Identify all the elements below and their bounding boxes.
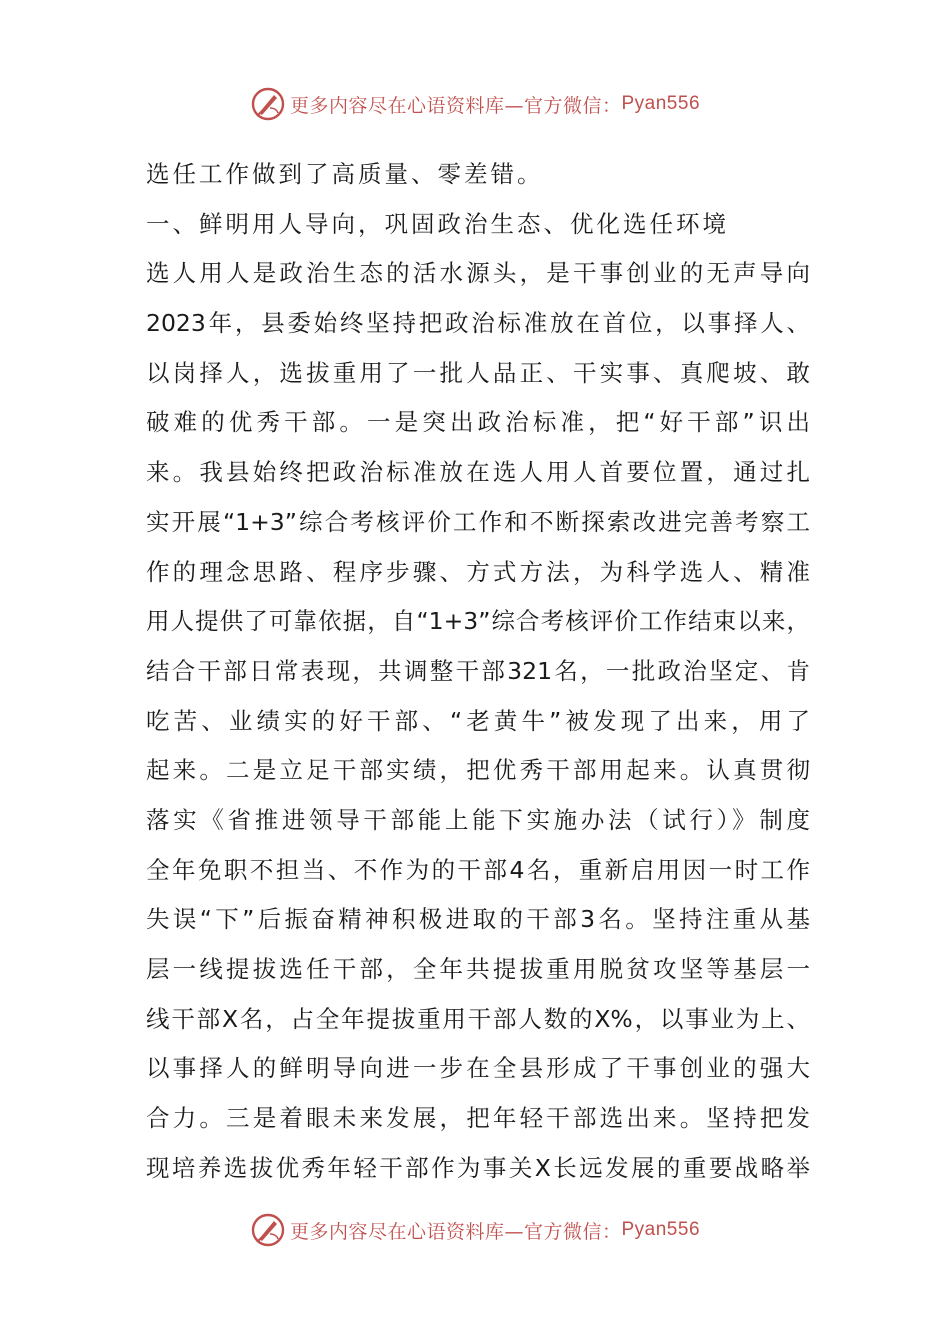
text-line: 来。我县始终把政治标准放在选人用人首要位置，通过扎: [146, 458, 810, 487]
document-body: [146, 150, 810, 1193]
text-line: 吃苦、业绩实的好干部、“老黄牛”被发现了出来，用了: [146, 706, 810, 735]
text-line: 选人用人是政治生态的活水源头，是干事创业的无声导向: [146, 259, 810, 288]
text-line: 失误“下”后振奋精神积极进取的干部3名。坚持注重从基: [146, 905, 810, 934]
watermark-text: 更多内容尽在心语资料库—官方微信：: [289, 1220, 622, 1243]
text-line: 作的理念思路、程序步骤、方式方法，为科学选人、精准: [146, 557, 810, 586]
text-line: 合力。三是着眼未来发展，把年轻干部选出来。坚持把发: [146, 1104, 810, 1133]
watermark-wechat-id: Pyan556: [621, 93, 701, 114]
text-line: 线干部X名，占全年提拔重用干部人数的X%，以事业为上、: [146, 1004, 810, 1033]
text-line: 2023年，县委始终坚持把政治标准放在首位，以事择人、: [146, 309, 810, 338]
header-watermark: [0, 84, 950, 124]
quill-logo-icon: [250, 1212, 286, 1248]
text-line: 实开展“1+3”综合考核评价工作和不断探索改进完善考察工: [146, 507, 810, 536]
text-line: 以岗择人，选拔重用了一批人品正、干实事、真爬坡、敢: [146, 358, 810, 387]
text-line: 结合干部日常表现，共调整干部321名，一批政治坚定、肯: [146, 656, 810, 685]
text-line: 选任工作做到了高质量、零差错。: [146, 160, 544, 188]
text-line: 用人提供了可靠依据，自“1+3”综合考核评价工作结束以来，: [146, 607, 810, 636]
section-heading: 一、鲜明用人导向，巩固政治生态、优化选任环境: [146, 209, 729, 238]
quill-logo-icon: [250, 86, 286, 122]
text-line: 破难的优秀干部。一是突出政治标准，把“好干部”识出: [146, 408, 810, 437]
text-line: 现培养选拔优秀年轻干部作为事关X长远发展的重要战略举: [146, 1153, 810, 1182]
text-line: 以事择人的鲜明导向进一步在全县形成了干事创业的强大: [146, 1054, 810, 1083]
text-line: 起来。二是立足干部实绩，把优秀干部用起来。认真贯彻: [146, 756, 810, 785]
watermark-text: 更多内容尽在心语资料库—官方微信：: [289, 94, 622, 117]
text-line: 全年免职不担当、不作为的干部4名，重新启用因一时工作: [146, 855, 810, 884]
watermark-wechat-id: Pyan556: [621, 1219, 701, 1240]
text-line: 层一线提拔选任干部，全年共提拔重用脱贫攻坚等基层一: [146, 955, 810, 983]
footer-watermark: [0, 1210, 950, 1250]
text-line: 落实《省推进领导干部能上能下实施办法（试行）》制度: [146, 805, 810, 834]
